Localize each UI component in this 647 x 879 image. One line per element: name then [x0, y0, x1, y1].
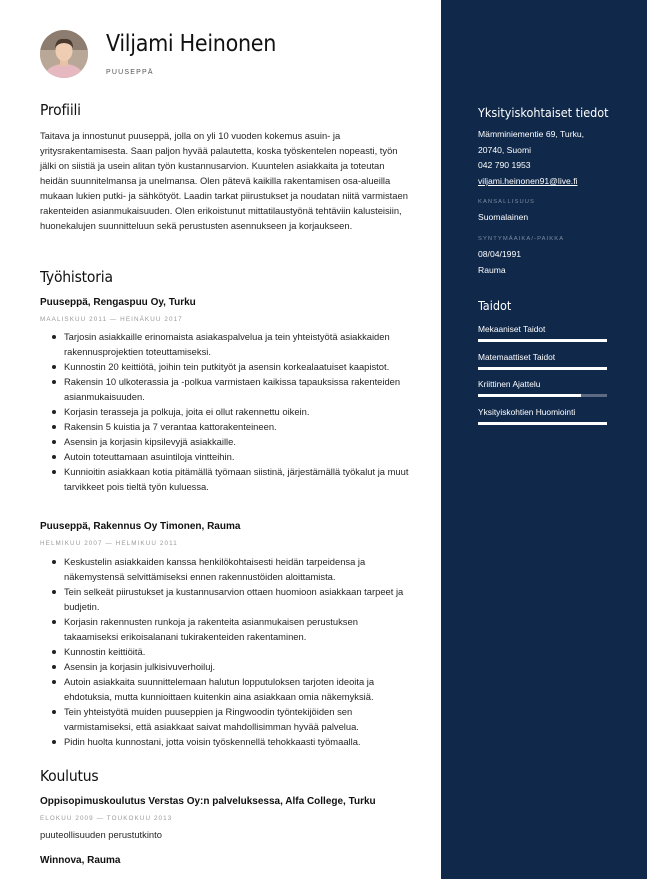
list-item: Keskustelin asiakkaiden kanssa henkilökohtaisesti heidän tarpeidensa ja näkemystensä selvittämiseksi ennen rakennustöiden aloittamista.	[52, 554, 414, 584]
list-item: Tein yhteistyötä muiden puuseppien ja Ringwoodin työntekijöiden sen varmistamiseksi, että asiakkaat saivat mahdollisimman hyvää palvelua.	[52, 704, 414, 734]
list-item: Rakensin 10 ulkoterassia ja -polkua varmistaen kaikissa tapauksissa rakenteiden asianmukaisuuden.	[52, 374, 414, 404]
birth-date: 08/04/1991	[478, 249, 522, 259]
person-name: Viljami Heinonen	[106, 31, 277, 57]
education-entry-dates: ELOKUU 2009 — TOUKOKUU 2013	[40, 815, 173, 822]
list-item: Autoin asiakkaita suunnittelemaan halutun lopputuloksen tarjoten ideoita ja ehdotuksia, mutta kunnioittaen kuitenkin aina asiakkaan omia näkemyksiä.	[52, 674, 414, 704]
list-item: Kunnostin keittiöitä.	[52, 644, 414, 659]
skills-heading: Taidot	[478, 298, 512, 313]
skill-name: Yksityiskohtien Huomiointi	[478, 407, 576, 417]
sidebar	[441, 0, 647, 879]
job-entry-dates: MAALISKUU 2011 — HEINÄKUU 2017	[40, 316, 183, 323]
skill-bar	[478, 339, 607, 342]
job-entry-title: Puuseppä, Rengaspuu Oy, Turku	[40, 297, 196, 308]
skill-name: Kriittinen Ajattelu	[478, 379, 541, 389]
personal-details-heading: Yksityiskohtaiset tiedot	[478, 105, 609, 120]
job-title: PUUSEPPÄ	[106, 69, 154, 76]
list-item: Kunnostin 20 keittiötä, joihin tein putkityöt ja asensin korkealaatuiset kaapistot.	[52, 359, 414, 374]
skill-bar-fill	[478, 422, 607, 425]
list-item: Kunnioitin asiakkaan kotia pitämällä työmaan siistinä, järjestämällä työkalut ja muut tarvikkeet pois tieltä työn kuluessa.	[52, 464, 414, 494]
list-item: Asensin ja korjasin kipsilevyjä asiakkaille.	[52, 434, 414, 449]
work-history-heading: Työhistoria	[40, 268, 113, 286]
list-item: Korjasin terasseja ja polkuja, joita ei ollut rakennettu oikein.	[52, 404, 414, 419]
phone-number: 042 790 1953	[478, 160, 531, 170]
profile-heading: Profiili	[40, 101, 81, 119]
nationality-label: KANSALLISUUS	[478, 199, 536, 205]
address-line: 20740, Suomi	[478, 145, 532, 155]
job-entry-title: Puuseppä, Rakennus Oy Timonen, Rauma	[40, 521, 241, 532]
list-item: Tein selkeät piirustukset ja kustannusarvion ottaen huomioon asiakkaan tarpeet ja budjetin.	[52, 584, 414, 614]
education-entry-title: Winnova, Rauma	[40, 855, 121, 866]
list-item: Korjasin rakennusten runkoja ja rakenteita asianmukaisen perustuksen takaamiseksi erikoisalanani tukirakenteiden rakentaminen.	[52, 614, 414, 644]
skill-bar	[478, 422, 607, 425]
skill-bar-fill	[478, 367, 607, 370]
list-item: Autoin toteuttamaan asuintiloja vintteihin.	[52, 449, 414, 464]
list-item: Asensin ja korjasin julkisivuverhoiluj.	[52, 659, 414, 674]
job-entry-dates: HELMIKUU 2007 — HELMIKUU 2011	[40, 540, 178, 547]
job-bullet-list	[52, 554, 414, 749]
list-item: Rakensin 5 kuistia ja 7 verantaa kattorakenteineen.	[52, 419, 414, 434]
list-item: Pidin huolta kunnostani, jotta voisin työskennellä tehokkaasti työmaalla.	[52, 734, 414, 749]
education-entry-title: Oppisopimuskoulutus Verstas Oy:n palveluksessa, Alfa College, Turku	[40, 796, 376, 807]
skill-name: Matemaattiset Taidot	[478, 352, 556, 362]
skill-bar	[478, 367, 607, 370]
birth-label: SYNTYMÄAIKA/-PAIKKA	[478, 236, 565, 242]
skill-bar-fill	[478, 339, 607, 342]
avatar	[40, 30, 88, 78]
nationality-value: Suomalainen	[478, 212, 529, 222]
address-line: Mämminiementie 69, Turku,	[478, 129, 585, 139]
email-link[interactable]: viljami.heinonen91@live.fi	[478, 176, 578, 186]
education-entry-description: puuteollisuuden perustutkinto	[40, 829, 162, 840]
education-heading: Koulutus	[40, 767, 99, 785]
skill-bar-fill	[478, 394, 581, 397]
list-item: Tarjosin asiakkaille erinomaista asiakaspalvelua ja tein yhteistyötä asiakkaiden rakennusprojektien toteuttamiseksi.	[52, 329, 414, 359]
birth-place: Rauma	[478, 265, 506, 275]
avatar-photo	[40, 30, 88, 78]
job-bullet-list	[52, 329, 414, 494]
profile-text: Taitava ja innostunut puuseppä, jolla on yli 10 vuoden kokemus asuin- ja yritysrakentamisesta. Saan paljon hyvää palautetta, koska työskentelen nopeasti, työn jälki on siistiä ja usein alitan työn kustannusarvion. Kuuntelen asiakkaita ja toteutan heidän suunnitelmansa ja unelmansa. Olen pätevä kaikilla rakentamisen osa-alueilla mukaan lukien putki- ja sähkötyöt. Laadin tarkat piirustukset ja noudatan niitä varmistaen rakenteiden asianmukaisuuden. Olen erikoistunut mittatilaustyönä tehtäviin kalusteisiin, huonekalujen suunnitteluun sekä perustusten asennukseen ja korjaukseen.	[40, 130, 408, 231]
skill-name: Mekaaniset Taidot	[478, 324, 546, 334]
skill-bar	[478, 394, 607, 397]
